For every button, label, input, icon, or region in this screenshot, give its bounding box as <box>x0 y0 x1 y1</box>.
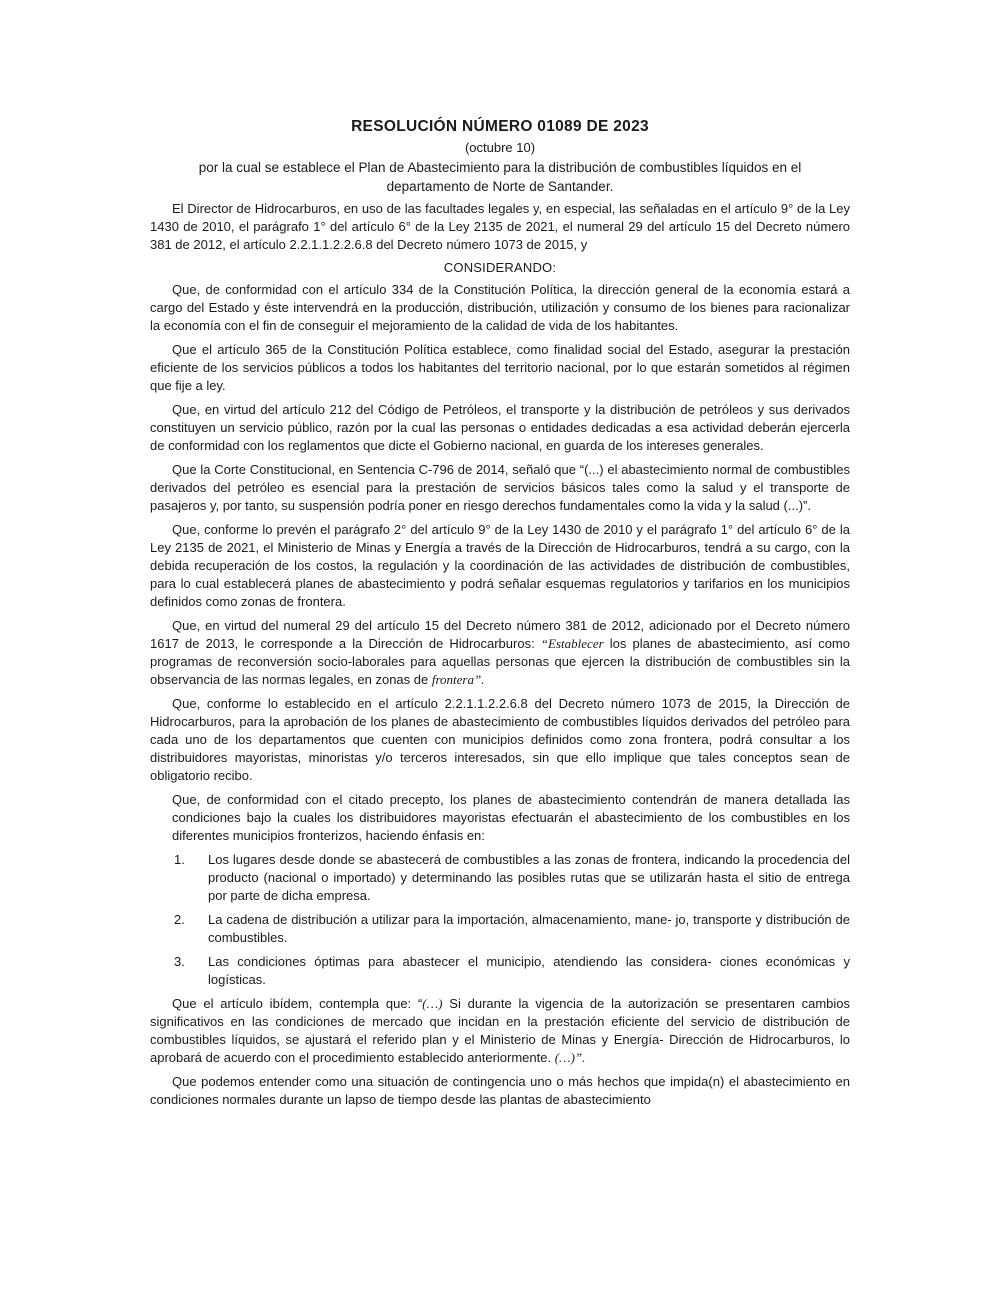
resolution-date: (octubre 10) <box>464 140 536 155</box>
list-item-text: La cadena de distribución a utilizar para la importación, almacenamiento, mane- jo, transporte y distribución de combustibles. <box>208 912 850 945</box>
paragraph-text: Que el artículo ibídem, contempla que: “ <box>172 996 423 1011</box>
quoted-text: frontera”. <box>431 672 485 687</box>
preamble-paragraph: El Director de Hidrocarburos, en uso de las facultades legales y, en especial, las señaladas en el artículo 9° de la Ley 1430 de 2010, el parágrafo 1° del artículo 6° de la Ley 2135 de 2021, el numeral 29 del artículo 15 del Decreto número 381 de 2012, el artículo 2.2.1.1.2.2.6.8 del Decreto número 1073 de 2015, y <box>150 201 850 252</box>
paragraph-decreto-1073: Que, conforme lo establecido en el artículo 2.2.1.1.2.2.6.8 del Decreto número 1073 de 2015, la Dirección de Hidrocarburos, para la aprobación de los planes de abastecimiento de combustibles líquidos derivados del petróleo para cada uno de los departamentos que cuenten con municipios definidos como zona frontera, podrá consultar a los distribuidores mayoristas, minoristas y/o terceros interesados, sin que ello implique que tales conceptos sean de obligatorio recibo. <box>150 696 850 783</box>
resolution-subtitle: por la cual se establece el Plan de Abastecimiento para la distribución de combustibles líquidos en el departamento de Norte de Santander. <box>198 160 802 194</box>
paragraph-text: los planes de abastecimiento, así como programas de reconversión socio-laborales para aquellas personas que ejercen la distribución de combustibles sin la observancia de las normas legales, en zonas de <box>150 636 850 687</box>
paragraph-corte-constitucional: Que la Corte Constitucional, en Sentencia C-796 de 2014, señaló que “(...) el abastecimiento normal de combustibles derivados del petróleo es esencial para la prestación de servicios básicos tales como la salud y el transporte de pasajeros y, por tanto, su suspensión podría poner en riesgo derechos fundamentales como la vida y la salud (...)”. <box>150 462 850 513</box>
paragraph-constitucion-334: Que, de conformidad con el artículo 334 de la Constitución Política, la dirección general de la economía estará a cargo del Estado y éste intervendrá en la producción, distribución, utilización y consumo de los bienes para racionalizar la economía con el fin de conseguir el mejoramiento de la calidad de vida de los habitantes. <box>150 282 850 333</box>
paragraph-articulo-ibidem <box>150 995 850 1067</box>
paragraph-codigo-petroleos: Que, en virtud del artículo 212 del Código de Petróleos, el transporte y la distribución de petróleos y sus derivados constituyen un servicio público, razón por la cual las personas o entidades dedicadas a esa actividad deberán ejercerla de conformidad con los reglamentos que dicte el Gobierno nacional, en guarda de los intereses generales. <box>150 402 850 453</box>
list-item-number: 2. <box>174 912 185 927</box>
list-item <box>150 851 850 905</box>
list-item-number: 1. <box>174 852 185 867</box>
quoted-text: “Establecer <box>540 636 604 651</box>
quoted-text: (…) <box>422 996 443 1011</box>
document-body <box>150 118 850 1115</box>
paragraph-text: Si durante la vigencia de la autorización se presentaren cambios significativos en las condiciones de mercado que incidan en la prestación eficiente del servicio de distribución de combustibles líquidos, se ajustará el referido plan y el Ministerio de Minas y Energía- Dirección de Hidrocarburos, lo aprobará de acuerdo con el procedimiento establecido anteriormente. <box>150 996 851 1065</box>
numbered-list <box>150 851 850 989</box>
list-item-number: 3. <box>174 954 185 969</box>
paragraph-text: Que, en virtud del numeral 29 del artículo 15 del Decreto número 381 de 2012, adicionado por el Decreto número 1617 de 2013, le corresponde a la Dirección de Hidrocarburos: <box>150 618 850 651</box>
list-item-text: Las condiciones óptimas para abastecer el municipio, atendiendo las considera- ciones económicas y logísticas. <box>208 954 850 987</box>
list-item-text: Los lugares desde donde se abastecerá de combustibles a las zonas de frontera, indicando la procedencia del producto (nacional o importado) y determinando las posibles rutas que se utilizarán hasta el sitio de entrega por parte de dicha empresa. <box>208 852 850 903</box>
paragraph-decreto-381 <box>150 617 850 689</box>
list-item <box>150 953 850 989</box>
resolution-title: RESOLUCIÓN NÚMERO 01089 DE 2023 <box>351 118 649 135</box>
paragraph-contingencia: Que podemos entender como una situación de contingencia uno o más hechos que impida(n) el abastecimiento en condiciones normales durante un lapso de tiempo desde las plantas de abastecimiento <box>150 1074 850 1107</box>
considerando-heading: CONSIDERANDO: <box>443 260 557 275</box>
quoted-text: (…)”. <box>554 1050 586 1065</box>
paragraph-ley-1430: Que, conforme lo prevén el parágrafo 2° del artículo 9° de la Ley 1430 de 2010 y el parágrafo 1° del artículo 6° de la Ley 2135 de 2021, el Ministerio de Minas y Energía a través de la Dirección de Hidrocarburos, tendrá a su cargo, con la debida recuperación de los costos, la regulación y la coordinación de las actividades de distribución de combustibles, para lo cual establecerá planes de abastecimiento y podrá señalar esquemas regulatorios y tarifarios en los municipios definidos como zonas de frontera. <box>150 522 850 609</box>
list-item <box>150 911 850 947</box>
paragraph-constitucion-365: Que el artículo 365 de la Constitución Política establece, como finalidad social del Estado, asegurar la prestación eficiente de los servicios públicos a todos los habitantes del territorio nacional, por lo que estarán sometidos al régimen que fije a ley. <box>150 342 850 393</box>
paragraph-citado-precepto: Que, de conformidad con el citado precepto, los planes de abastecimiento contendrán de manera detallada las condiciones bajo la cuales los distribuidores mayoristas efectuarán el abastecimiento de los combustibles en los diferentes municipios fronterizos, haciendo énfasis en: <box>172 792 850 843</box>
